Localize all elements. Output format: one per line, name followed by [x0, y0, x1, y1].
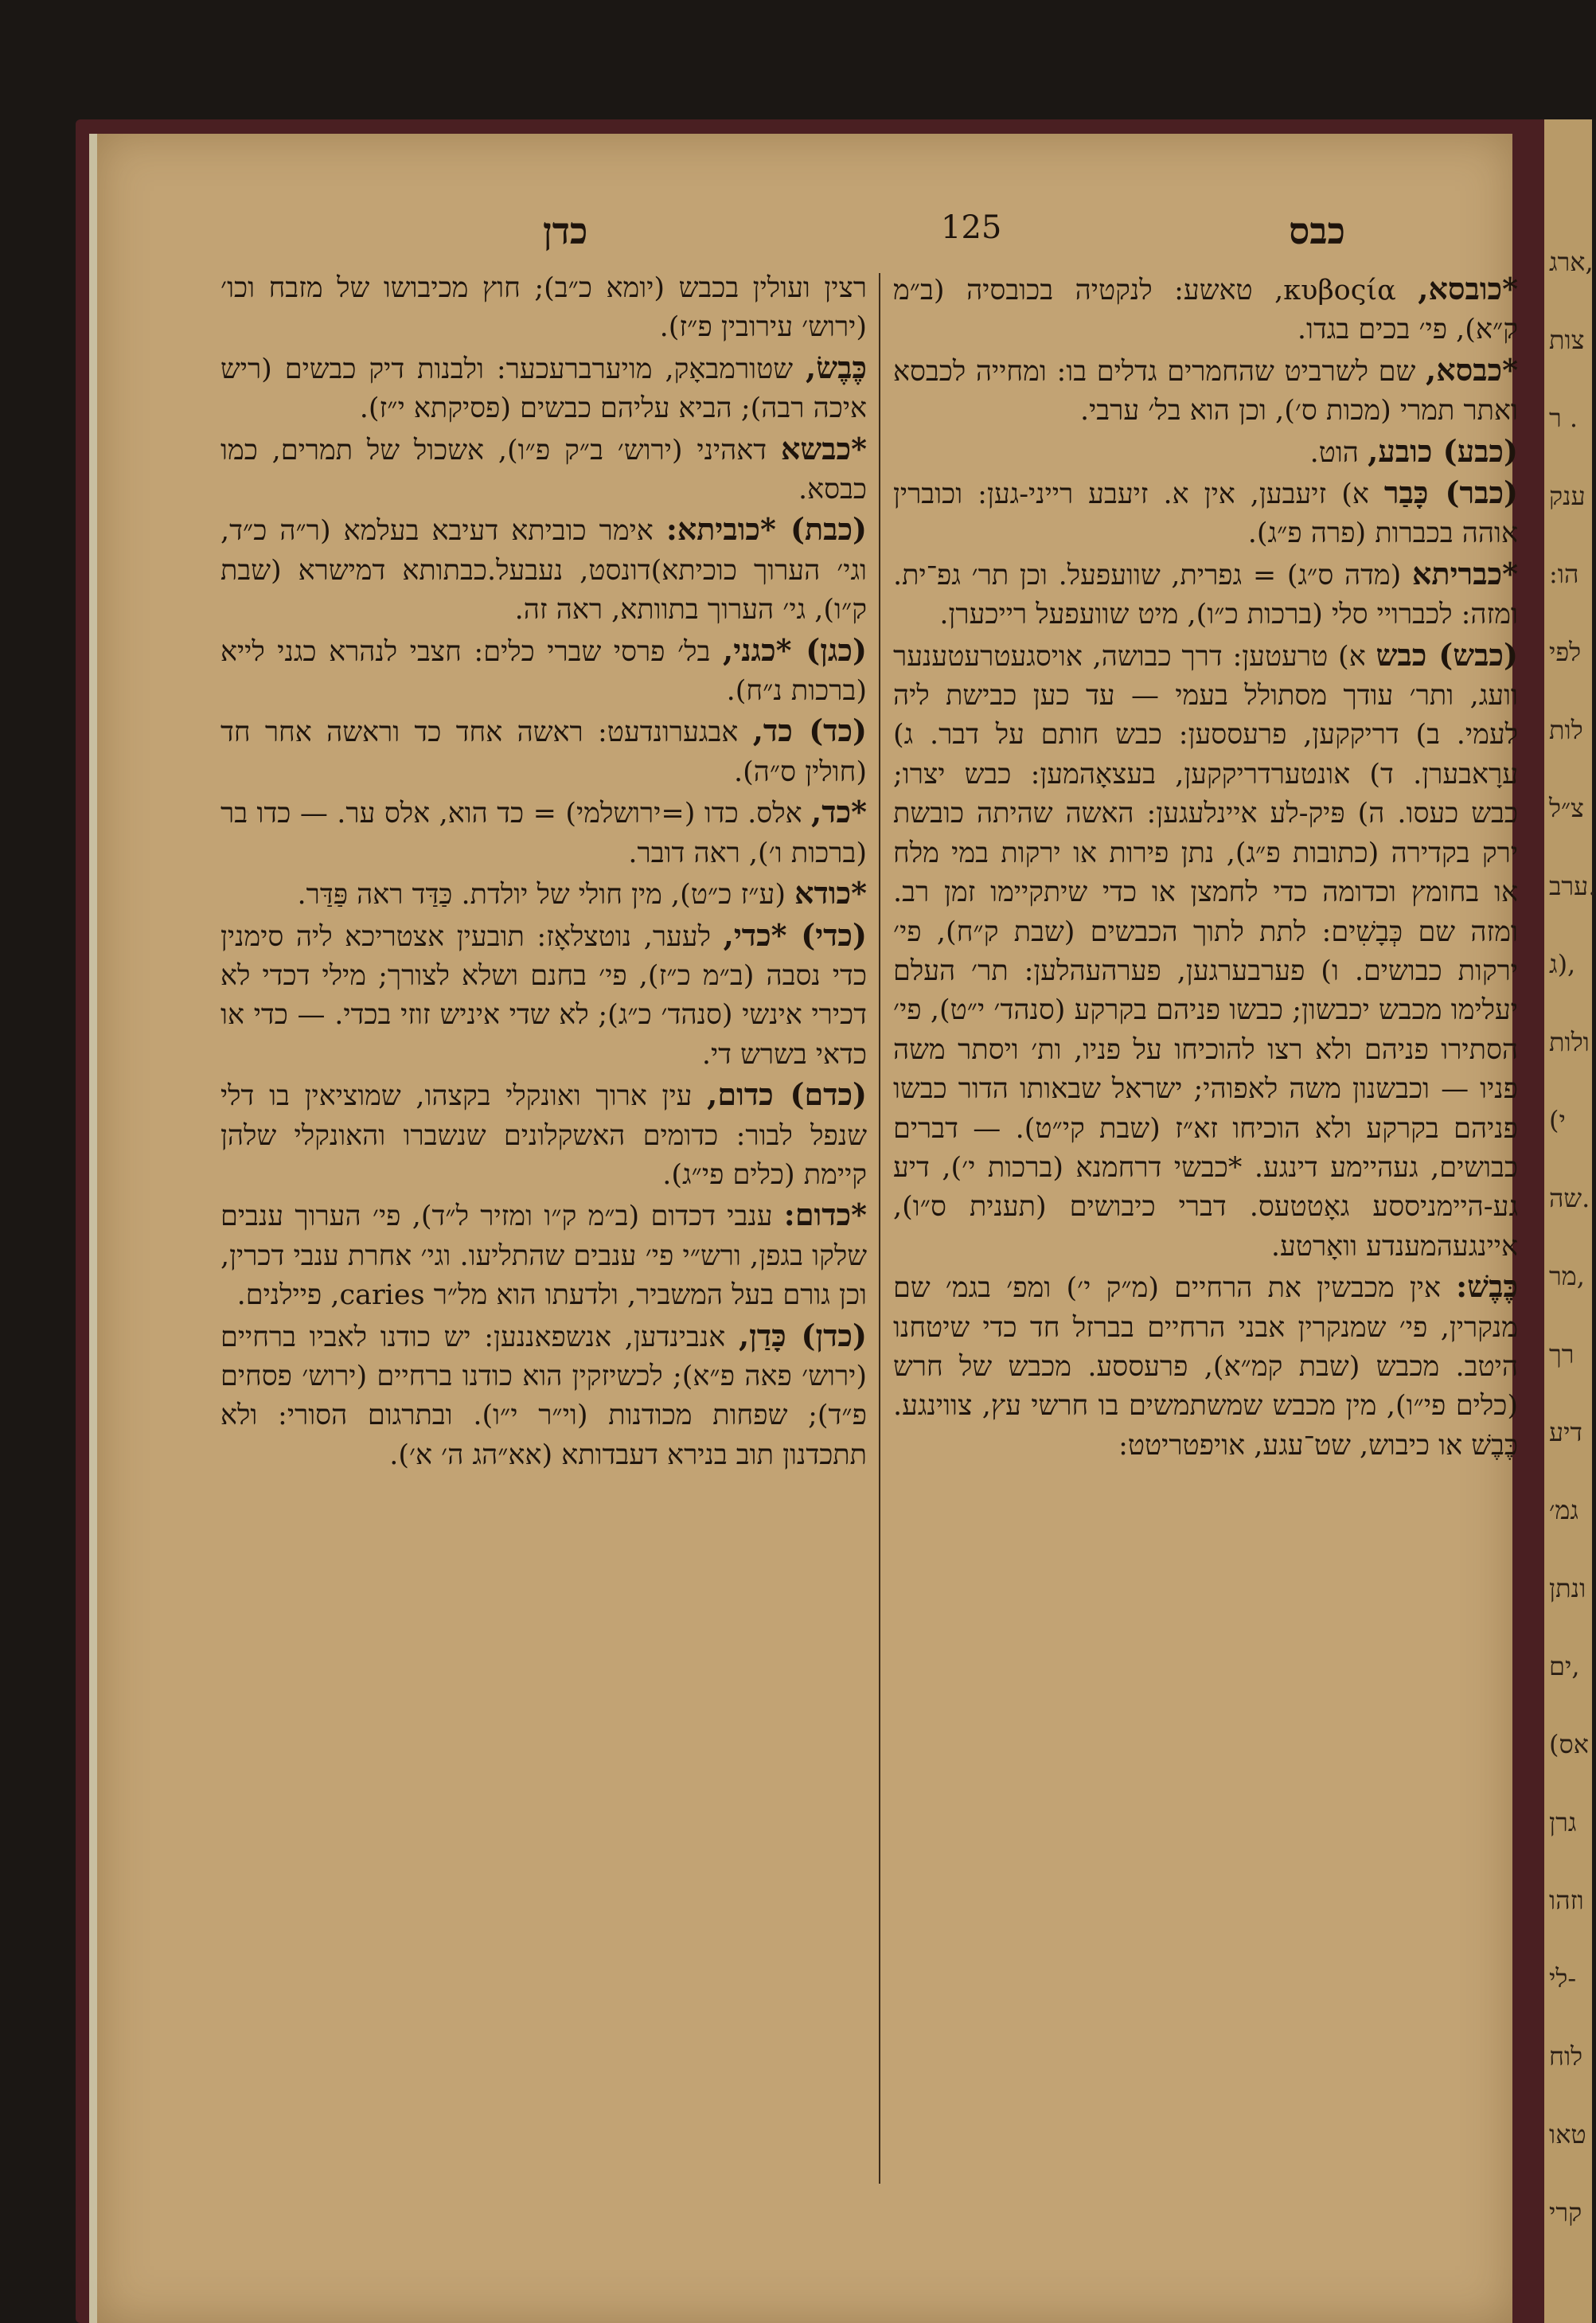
entry-definition: בל׳ פרסי שברי כלים: חצבי לנהרא כגני לייא (ברכות נ״ח). [220, 635, 867, 708]
column-divider [879, 273, 880, 2184]
entry-headword: (כבש) כבש [1376, 636, 1518, 673]
entry-headword: כֶּבֶשׂ, [805, 349, 867, 385]
adjacent-page-fragment: צ״ל [1549, 793, 1584, 823]
dictionary-entry [220, 1075, 867, 1195]
dictionary-entry [220, 509, 867, 630]
adjacent-page-fragment: טאו [1549, 2119, 1586, 2149]
entry-headword: *כודא [794, 875, 867, 912]
entry-headword: (כדי) *כדי, [723, 916, 867, 953]
entry-definition: אנבינדען, אנשפאננען: יש כודנו לאביו ברחיים (ירוש׳ פאה פ״א); לכשיזקין הוא כודנו ברחיים (ירוש׳ פסחים פ״ד); שפחות מכודנות (וי״ר י״ו). ובתרגום הסורי: ולא תתכדנון תוב בנירא דעבדותא (אא״הג ה׳ א׳). [220, 1321, 867, 1471]
entry-definition: שטורמבאָק, מויערברעכער: ולבנות דיק כבשים (ריש איכה רבה); הביא עליהם כבשים (פסיקתא י״ז). [220, 353, 867, 425]
adjacent-page-fragment: לות [1549, 715, 1583, 745]
entry-definition: (מדה ס״ג) = גפרית, שוועפעל. וכן תר׳ גפ־ית. ומזה: לכברויי סלי (ברכות כ״ו), מיט שוועפעל רייכערן. [893, 559, 1518, 631]
adjacent-page-fragment: מר, [1549, 1261, 1585, 1291]
dictionary-entry [220, 429, 867, 510]
entry-definition: הוט. [1309, 436, 1359, 469]
adjacent-page-fragment: ר . [1549, 403, 1578, 433]
adjacent-page-fragment: ערב. [1549, 871, 1596, 901]
dictionary-entry [893, 350, 1518, 431]
adjacent-page-fragment: לפי [1549, 637, 1582, 667]
entry-headword: (כדם) כדום, [707, 1076, 867, 1113]
entry-headword: *כד, [811, 794, 867, 830]
dictionary-page [97, 134, 1518, 2323]
entry-headword: *כבסא, [1425, 351, 1518, 388]
entry-headword: (כבר) כָּבַר [1383, 474, 1518, 511]
running-head-right: כבס [1289, 209, 1345, 252]
entry-definition: רצין ועולין בכבש (יומא כ״ב); חוץ מכיבושו של מזבח וכו׳ (ירוש׳ עירובין פ״ז). [220, 272, 867, 344]
entry-headword: *כדום: [783, 1197, 867, 1233]
entry-definition: κυβοςία, טאשע: לנקטיה בכובסיה (ב״מ ק״א), פי׳ בכים בגדו. [893, 275, 1518, 346]
adjacent-page-fragment: :הו [1549, 559, 1579, 589]
left-column [220, 269, 867, 2212]
running-head-left: כדן [543, 209, 588, 252]
dictionary-entry [893, 1267, 1518, 1466]
adjacent-page-fragment: קרי [1549, 2197, 1582, 2227]
entry-definition: ענבי דכדום (ב״מ ק״ו ומזיר ל״ד), פי׳ הערוך ענבים שלקו בגפן, ורש״י פי׳ ענבים שהתליעו. וגי׳ אחרת ענבי דכרין, וכן גורם בעל המשביר, ולדעתו הוא מל״ר caries, פיילנים. [220, 1201, 867, 1312]
entry-definition: א) טרעטען: דרך כבושה, אויסגעטרעטענער וועג, ותר׳ עודך מסתולל בעמי — עד כען כבישת ליה לעמי. ב) דריקקען, פרעססען: כבש חותם על דבר. ג) ערָאבערן. ד) אונטערדריקקען, בעצאָהמען: כבש יצרו; כבש כעסו. ה) פּיק-לע איינלעגען: האשה שהיתה כובשת ירק בקדירה (כתובות פ״ג), נתן פירות או ירקות במי מלח או בחומץ וכדומה כדי לחמצן או כדי שיתקיימו זמן רב. ומזה שם כְּבָשִׁים: לתת לתוך הכבשים (שבת ק״ח), פי׳ ירקות כבושים. ו) פערבערגען, פערהעהלען: תר׳ העלם יעלימו מכבש יכבשון; כבשו פניהם בקרקע (סנהד׳ י״ט), פי׳ הסתירו פניהם ולא רצו להוכיחו על פניו, ות׳ ויסתר משה פניו — וכבשנון משה לאפוהי; ישראל שבאותו הדור כבשו פניהם בקרקע ולא הוכיחו זא״ז (שבת קי״ט). — דברים כבושים, געהיימע דינגע. *כבשי דרחמנא (ברכות י׳), דיע גע-היימניססע גאָטטעס. דברי כיבושים (תענית ס״ו), איינגעהמענדע וואָרטע. [893, 640, 1518, 1263]
adjacent-page-fragment: (אס [1549, 1729, 1589, 1759]
entry-definition: עין ארוך ואונקלי בקצהו, שמוציאין בו דלי שנפל לבור: כדומים האשקלונים שנשברו והאונקלי שלהן קיימת (כלים פי״ג). [220, 1080, 867, 1191]
entry-definition: אלס. כדו (=ירושלמי) = כד הוא, אלס ער. — כדו בר (ברכות ו׳), ראה דובר. [220, 798, 867, 869]
adjacent-page-fragment: וזהו [1549, 1885, 1584, 1915]
dictionary-entry [893, 431, 1518, 473]
adjacent-page-fragment: שה. [1549, 1183, 1590, 1213]
entry-headword: (כבע) כובע, [1368, 432, 1518, 469]
dictionary-entry [893, 554, 1518, 635]
entry-headword: (כדן) כָּדַן, [738, 1317, 867, 1353]
adjacent-page-fragment: גרן [1549, 1807, 1577, 1837]
dictionary-entry [220, 711, 867, 792]
entry-headword: (כגן) *כגני, [723, 631, 867, 668]
entry-definition: א) זיעבען, אין א. זיעבע רייני-גען: וכוברין אוהה בכברות (פרה פ״ג). [893, 478, 1518, 550]
adjacent-page-fragment: רך [1549, 1339, 1575, 1369]
dictionary-entry [220, 631, 867, 712]
dictionary-entry [220, 348, 867, 429]
entry-headword: *כבריתא [1412, 555, 1518, 591]
dictionary-entry [220, 916, 867, 1076]
dictionary-entry [220, 269, 867, 348]
entry-definition: לעער, נוטצלאָז: תובעין אצטריכא ליה סימנין כדי נסבה (ב״מ כ״ז), פי׳ בחנם ושלא לצורך; מילי דכדי לא דכירי אינשי (סנהד׳ כ״ג); לא שדי איניש זוזי בכדי. — כדי או כדאי בשרש די. [220, 920, 867, 1071]
entry-headword: (כבת) *כוביתא: [665, 511, 867, 548]
adjacent-page-fragment: לוח [1549, 2041, 1583, 2071]
dictionary-entry [220, 1195, 867, 1315]
entry-definition: דאהיני (ירוש׳ ב״ק פ״ו), אשכול של תמרים, כמו כבסא. [220, 434, 867, 506]
page-number: 125 [941, 209, 1002, 246]
dictionary-entry [893, 635, 1518, 1267]
entry-headword: *כבשא [780, 430, 867, 467]
dictionary-entry [220, 873, 867, 915]
dictionary-entry [220, 792, 867, 873]
adjacent-page-fragment: צות [1549, 325, 1585, 355]
adjacent-page-edge [1544, 119, 1596, 2323]
adjacent-page-fragment: דיע [1549, 1417, 1582, 1447]
dictionary-entry [220, 1316, 867, 1476]
adjacent-page-fragment: לי- [1549, 1963, 1577, 1993]
adjacent-page-fragment: ים, [1549, 1651, 1580, 1681]
entry-headword: *כובסא, [1418, 271, 1518, 306]
adjacent-page-fragment: גמ׳ [1549, 1495, 1578, 1525]
adjacent-page-fragment: ולות [1549, 1027, 1590, 1057]
entry-headword: כֶּבֶשׁ: [1456, 1268, 1518, 1305]
entry-headword: (כד) כד, [752, 713, 867, 749]
entry-definition: (ע״ז כ״ט), מין חולי של יולדת. כַּדַּד ראה פַּדַּר. [297, 879, 786, 912]
adjacent-page-fragment: ארג, [1549, 247, 1594, 277]
entry-definition: אימר כוביתא דעיבא בעלמא (ר״ה כ״ד, וגי׳ הערוך כוכיתא)דונסט, נעבעל.כבתותא דמישרא (שבת ק״ו), גי׳ הערוך בתוותא, ראה זה. [220, 515, 867, 627]
entry-definition: אבגערונדעט: ראשה אחד כד וראשה אחר חד (חולין ס״ה). [220, 716, 867, 788]
adjacent-page-fragment: ענק [1549, 481, 1586, 511]
entry-definition: שם לשרביט שהחמרים גדלים בו: ומחייה לכבסא ואתר תמרי (מכות ס׳), וכן הוא בל׳ ערבי. [893, 355, 1518, 428]
right-column [893, 269, 1518, 2212]
adjacent-page-fragment: (י [1549, 1105, 1566, 1135]
dictionary-entry [893, 473, 1518, 554]
adjacent-page-fragment: ונתן [1549, 1573, 1586, 1603]
entry-definition: אין מכבשין את הרחיים (מ״ק י׳) ומפ׳ בגמ׳ שם מנקרין, פי׳ שמנקרין אבני הרחיים בברזל חד כדי שיטחנו היטב. מכבש (שבת קמ״א), פרעססע. מכבש של חרש (כלים פי״ו), מין מכבש שמשתמשים בו חרשי עץ, צווינגע. כֶּבֶשׁ או כיבוש, שט־עגע, אויפטריטט: [893, 1272, 1518, 1462]
adjacent-page-fragment: ג), [1549, 949, 1576, 979]
dictionary-entry [893, 269, 1518, 350]
